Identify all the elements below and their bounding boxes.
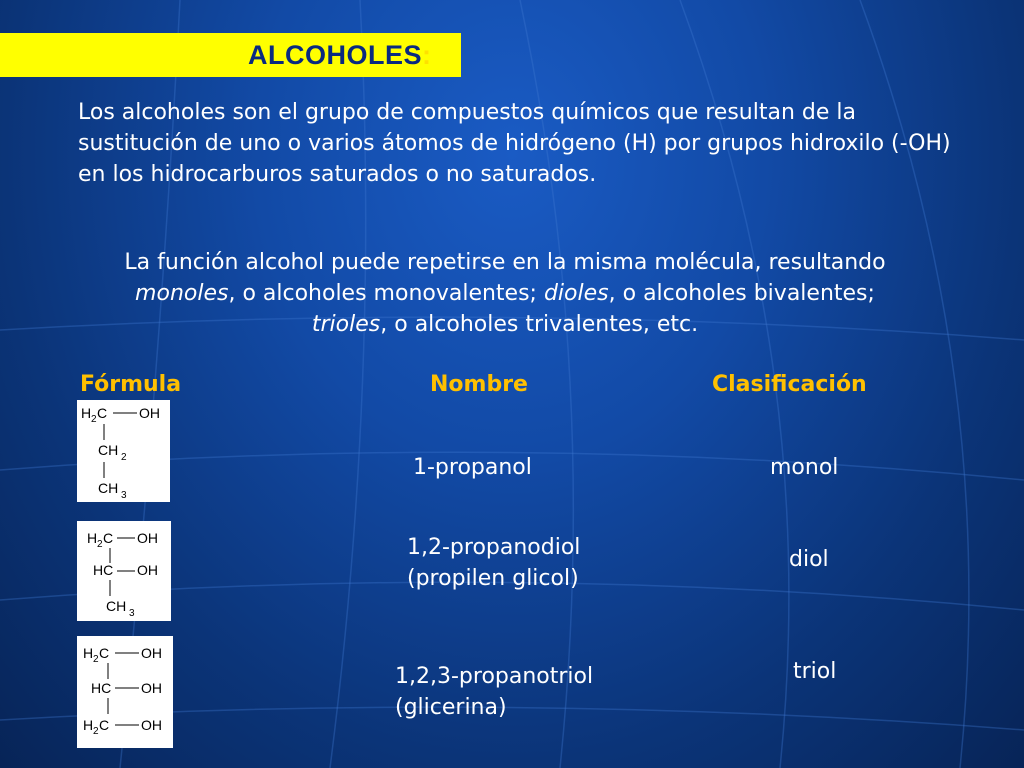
function-paragraph: [40, 247, 970, 340]
header-classification: Clasificación: [712, 372, 867, 397]
class-row-3: triol: [793, 659, 837, 684]
trioles-desc: , o alcoholes trivalentes, etc.: [380, 312, 699, 337]
term-dioles: dioles: [543, 281, 609, 306]
formula-propanodiol: [77, 521, 171, 621]
svg-text:C: C: [99, 645, 110, 661]
monoles-desc: , o alcoholes monovalentes;: [228, 281, 537, 306]
svg-text:OH: OH: [137, 562, 158, 578]
svg-text:CH: CH: [106, 598, 127, 614]
slide-title: ALCOHOLES:: [248, 40, 432, 70]
term-monoles: monoles: [135, 281, 229, 306]
svg-text:H: H: [81, 405, 92, 421]
name-row-3-line1: 1,2,3-propanotriol: [395, 664, 594, 689]
svg-text:2: 2: [121, 452, 127, 463]
svg-text:3: 3: [121, 490, 127, 501]
term-trioles: trioles: [311, 312, 381, 337]
svg-text:CH: CH: [98, 480, 119, 496]
svg-text:C: C: [103, 530, 114, 546]
svg-text:OH: OH: [137, 530, 158, 546]
svg-text:3: 3: [129, 608, 135, 619]
dioles-desc: , o alcoholes bivalentes;: [608, 281, 875, 306]
svg-text:2: 2: [97, 539, 103, 550]
svg-text:2: 2: [93, 726, 99, 737]
svg-text:OH: OH: [141, 717, 162, 733]
header-name: Nombre: [430, 372, 528, 397]
svg-text:HC: HC: [91, 680, 112, 696]
svg-text:OH: OH: [141, 645, 162, 661]
svg-text:H: H: [87, 530, 98, 546]
svg-text:2: 2: [93, 654, 99, 665]
svg-text:CH: CH: [98, 442, 119, 458]
name-row-2-line1: 1,2-propanodiol: [407, 535, 581, 560]
svg-text:H: H: [83, 717, 94, 733]
name-row-3: [395, 661, 593, 723]
name-row-2-line2: (propilen glicol): [407, 566, 579, 591]
svg-text:HC: HC: [93, 562, 114, 578]
definition-paragraph: Los alcoholes son el grupo de compuestos químicos que resultan de la sustitución de uno o varios átomos de hidrógeno (H) por grupos hidroxilo (-OH) en los hidrocarburos saturados o no saturados.: [78, 100, 951, 187]
svg-text:C: C: [97, 405, 108, 421]
svg-text:2: 2: [91, 414, 97, 425]
name-row-3-line2: (glicerina): [395, 695, 507, 720]
function-intro: La función alcohol puede repetirse en la misma molécula, resultando: [124, 250, 886, 275]
svg-text:OH: OH: [141, 680, 162, 696]
formula-propanotriol: [77, 636, 173, 748]
class-row-2: diol: [789, 547, 829, 572]
header-formula: Fórmula: [80, 372, 182, 397]
title-colon: :: [422, 40, 432, 70]
name-row-2: [407, 532, 580, 594]
svg-text:OH: OH: [139, 405, 160, 421]
name-row-1: 1-propanol: [413, 455, 532, 480]
svg-text:H: H: [83, 645, 94, 661]
svg-text:C: C: [99, 717, 110, 733]
class-row-1: monol: [770, 455, 839, 480]
formula-propanol: [77, 400, 170, 502]
